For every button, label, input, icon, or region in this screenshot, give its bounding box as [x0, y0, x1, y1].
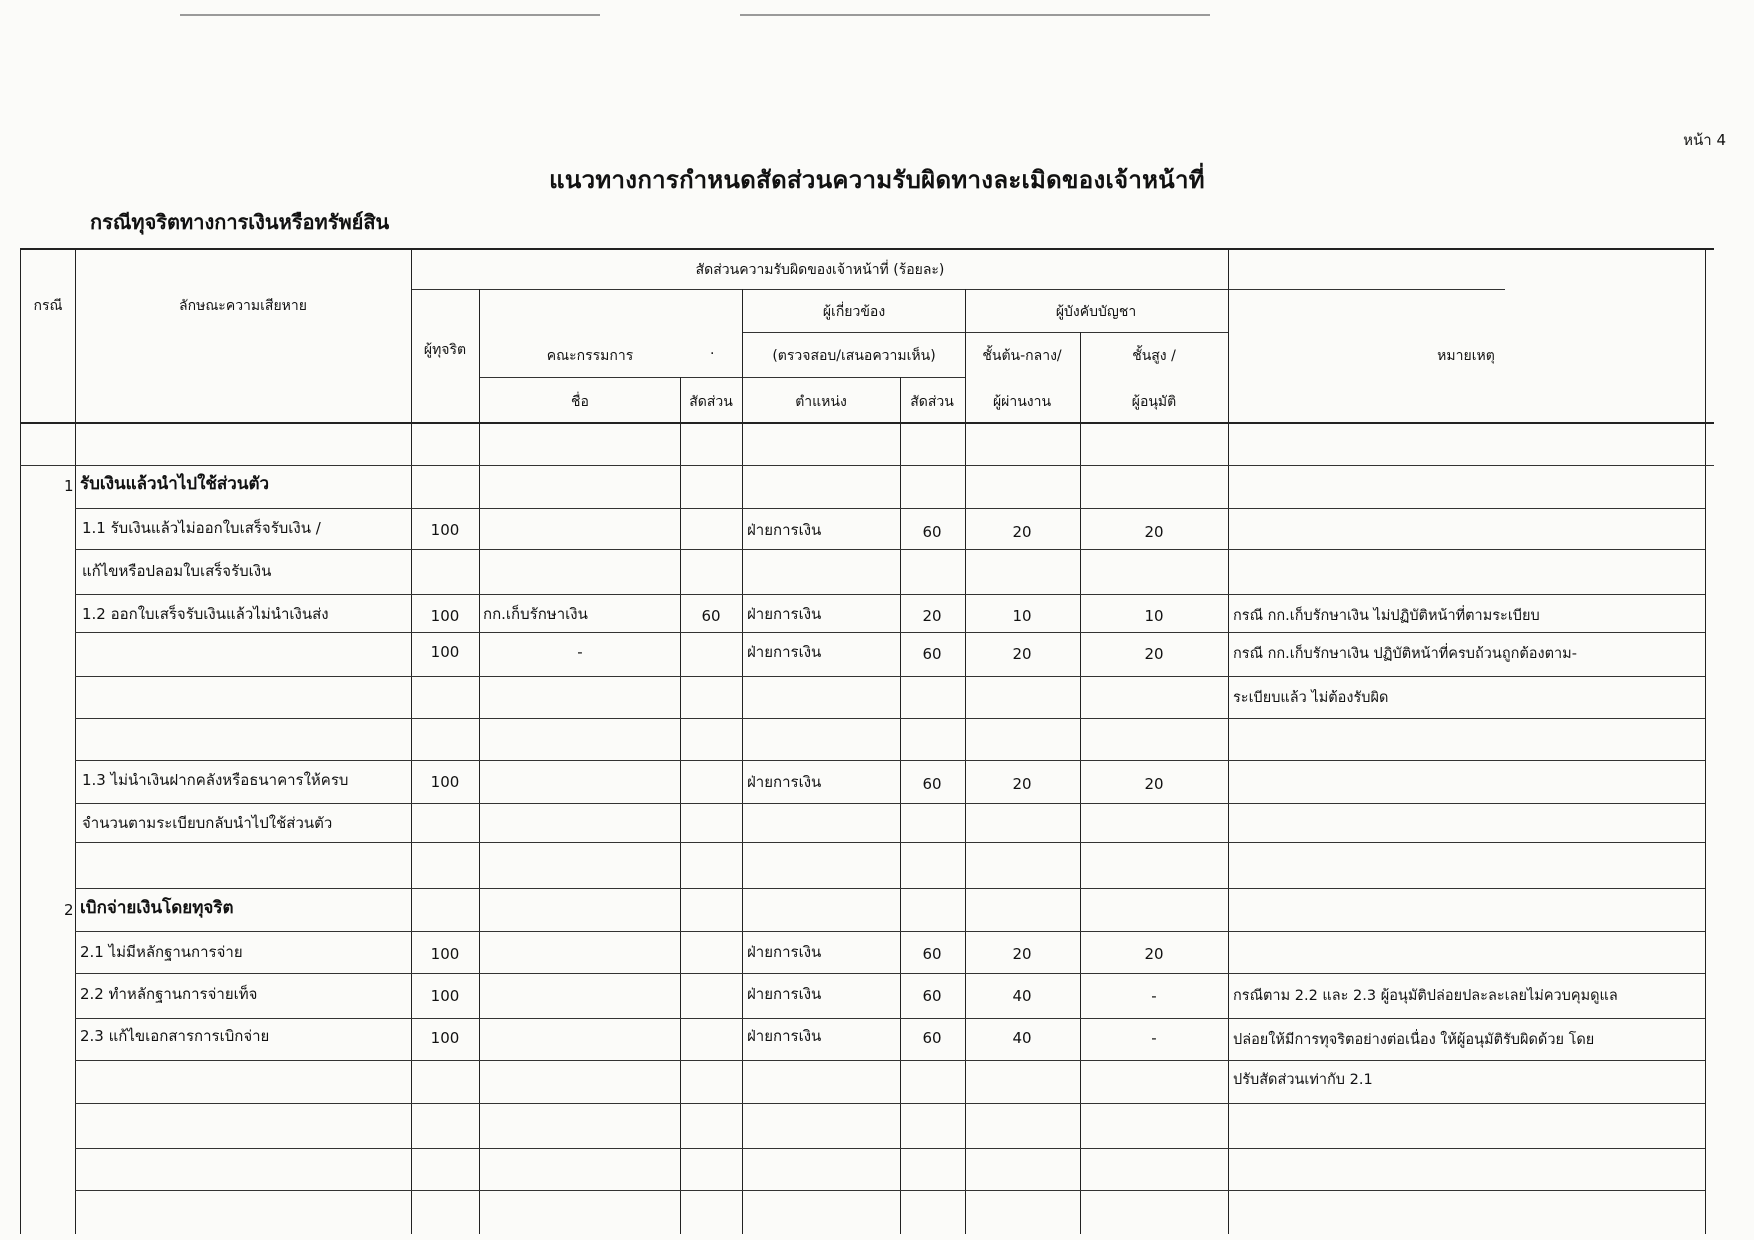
related-ratio: 60	[922, 523, 942, 541]
item-description: 2.1 ไม่มีหลักฐานการจ่าย	[80, 943, 243, 961]
remark-text: กรณี กก.เก็บรักษาเงิน ไม่ปฏิบัติหน้าที่ตามระเบียบ	[1233, 608, 1540, 624]
fraudster-ratio: 100	[430, 607, 460, 625]
section-title: รับเงินแล้วนำไปใช้ส่วนตัว	[80, 474, 270, 494]
document-subtitle: กรณีทุจริตทางการเงินหรือทรัพย์สิน	[90, 210, 390, 234]
related-position: ฝ่ายการเงิน	[747, 605, 822, 623]
related-position: ฝ่ายการเงิน	[747, 773, 822, 791]
committee-name: -	[577, 643, 583, 661]
related-ratio: 60	[922, 775, 942, 793]
row-line	[75, 803, 1705, 804]
supervisor-high-ratio: -	[1151, 1029, 1157, 1047]
col-divider	[742, 289, 743, 1234]
item-description: 1.2 ออกใบเสร็จรับเงินแล้วไม่นำเงินส่ง	[82, 605, 329, 623]
row-line	[75, 888, 1705, 889]
header-related-sub: (ตรวจสอบ/เสนอความเห็น)	[772, 348, 936, 364]
related-ratio: 60	[922, 1029, 942, 1047]
supervisor-high-ratio: 10	[1144, 607, 1164, 625]
row-line	[75, 1018, 1705, 1019]
fraudster-ratio: 100	[430, 945, 460, 963]
row-line	[75, 973, 1705, 974]
col-divider	[479, 289, 480, 1234]
header-line	[411, 289, 1505, 290]
header-committee-name: ชื่อ	[571, 394, 589, 410]
item-description: 2.2 ทำหลักฐานการจ่ายเท็จ	[80, 985, 258, 1003]
scan-artifact-line	[740, 14, 1210, 16]
item-description: จำนวนตามระเบียบกลับนำไปใช้ส่วนตัว	[82, 814, 333, 832]
row-line	[75, 1103, 1705, 1104]
col-divider	[75, 248, 76, 1234]
supervisor-high-ratio: 20	[1144, 945, 1164, 963]
row-line	[75, 842, 1705, 843]
supervisor-low-ratio: 20	[1012, 945, 1032, 963]
related-ratio: 60	[922, 987, 942, 1005]
header-supervisor: ผู้บังคับบัญชา	[1055, 304, 1137, 320]
header-line	[742, 332, 1228, 333]
header-remarks: หมายเหตุ	[1437, 348, 1495, 364]
page-number: หน้า 4	[1683, 131, 1726, 149]
section-number: 1	[64, 477, 74, 495]
related-ratio: 20	[922, 607, 942, 625]
row-line	[75, 549, 1705, 550]
fraudster-ratio: 100	[430, 521, 460, 539]
header-bottom	[20, 422, 1714, 424]
col-divider	[1228, 248, 1229, 1234]
related-ratio: 60	[922, 945, 942, 963]
row-line	[75, 931, 1705, 932]
remark-text: ปล่อยให้มีการทุจริตอย่างต่อเนื่อง ให้ผู้อนุมัติรับผิดด้วย โดย	[1233, 1032, 1595, 1048]
document-title: แนวทางการกำหนดสัดส่วนความรับผิดทางละเมิดของเจ้าหน้าที่	[549, 166, 1205, 194]
supervisor-high-ratio: -	[1151, 987, 1157, 1005]
header-supervisor-low: ผู้ผ่านงาน	[992, 394, 1052, 410]
col-divider	[1080, 332, 1081, 1234]
fraudster-ratio: 100	[430, 643, 460, 661]
header-damage: ลักษณะความเสียหาย	[179, 298, 307, 314]
related-position: ฝ่ายการเงิน	[747, 521, 822, 539]
remark-text: ปรับสัดส่วนเท่ากับ 2.1	[1233, 1072, 1373, 1088]
section-number: 2	[64, 901, 74, 919]
header-fraudster: ผู้ทุจริต	[423, 342, 467, 358]
header-supervisor-high: ผู้อนุมัติ	[1131, 394, 1177, 410]
col-divider	[900, 377, 901, 1234]
scan-artifact-line	[180, 14, 600, 16]
remark-text: กรณี กก.เก็บรักษาเงิน ปฏิบัติหน้าที่ครบถ้วนถูกต้องตาม-	[1233, 646, 1577, 662]
remark-text: ระเบียบแล้ว ไม่ต้องรับผิด	[1233, 690, 1389, 706]
item-description: 2.3 แก้ไขเอกสารการเบิกจ่าย	[80, 1027, 270, 1045]
header-committee-mark: ·	[710, 346, 715, 362]
row-line	[75, 508, 1705, 509]
section-title: เบิกจ่ายเงินโดยทุจริต	[80, 898, 234, 918]
row-line	[75, 1060, 1705, 1061]
related-position: ฝ่ายการเงิน	[747, 943, 822, 961]
item-description: แก้ไขหรือปลอมใบเสร็จรับเงิน	[82, 562, 272, 580]
row-line	[75, 676, 1705, 677]
supervisor-low-ratio: 20	[1012, 523, 1032, 541]
table-top-border	[20, 248, 1714, 250]
supervisor-low-ratio: 40	[1012, 1029, 1032, 1047]
table-right-border	[1705, 248, 1706, 1234]
related-position: ฝ่ายการเงิน	[747, 643, 822, 661]
related-position: ฝ่ายการเงิน	[747, 985, 822, 1003]
committee-name: กก.เก็บรักษาเงิน	[483, 605, 588, 623]
header-related-position: ตำแหน่ง	[795, 394, 847, 410]
supervisor-low-ratio: 10	[1012, 607, 1032, 625]
supervisor-low-ratio: 40	[1012, 987, 1032, 1005]
row-line	[75, 718, 1705, 719]
col-divider	[965, 289, 966, 1234]
fraudster-ratio: 100	[430, 773, 460, 791]
supervisor-high-ratio: 20	[1144, 523, 1164, 541]
supervisor-low-ratio: 20	[1012, 645, 1032, 663]
row-line	[75, 1148, 1705, 1149]
header-case: กรณี	[33, 298, 63, 314]
col-divider	[411, 248, 412, 1234]
liability-table	[20, 248, 1714, 1234]
row-line	[75, 760, 1705, 761]
item-description: 1.3 ไม่นำเงินฝากคลังหรือธนาคารให้ครบ	[82, 771, 349, 789]
header-committee-ratio: สัดส่วน	[689, 394, 733, 410]
row-line	[20, 465, 1714, 466]
header-committee: คณะกรรมการ	[546, 348, 634, 364]
header-related-ratio: สัดส่วน	[910, 394, 954, 410]
related-ratio: 60	[922, 645, 942, 663]
header-ratio-group: สัดส่วนความรับผิดของเจ้าหน้าที่ (ร้อยละ)	[695, 262, 945, 278]
item-description: 1.1 รับเงินแล้วไม่ออกใบเสร็จรับเงิน /	[82, 519, 321, 537]
supervisor-high-ratio: 20	[1144, 775, 1164, 793]
fraudster-ratio: 100	[430, 1029, 460, 1047]
row-line	[75, 594, 1705, 595]
fraudster-ratio: 100	[430, 987, 460, 1005]
header-supervisor-high: ชั้นสูง /	[1132, 348, 1176, 364]
committee-ratio: 60	[701, 607, 721, 625]
row-line	[75, 1190, 1705, 1191]
col-divider	[680, 377, 681, 1234]
header-related: ผู้เกี่ยวข้อง	[822, 304, 886, 320]
supervisor-high-ratio: 20	[1144, 645, 1164, 663]
remark-text: กรณีตาม 2.2 และ 2.3 ผู้อนุมัติปล่อยปละละเลยไม่ควบคุมดูแล	[1233, 988, 1618, 1004]
header-line	[479, 377, 965, 378]
header-supervisor-low: ชั้นต้น-กลาง/	[982, 348, 1062, 364]
table-left-border	[20, 248, 21, 1234]
related-position: ฝ่ายการเงิน	[747, 1027, 822, 1045]
supervisor-low-ratio: 20	[1012, 775, 1032, 793]
row-line	[75, 632, 1705, 633]
